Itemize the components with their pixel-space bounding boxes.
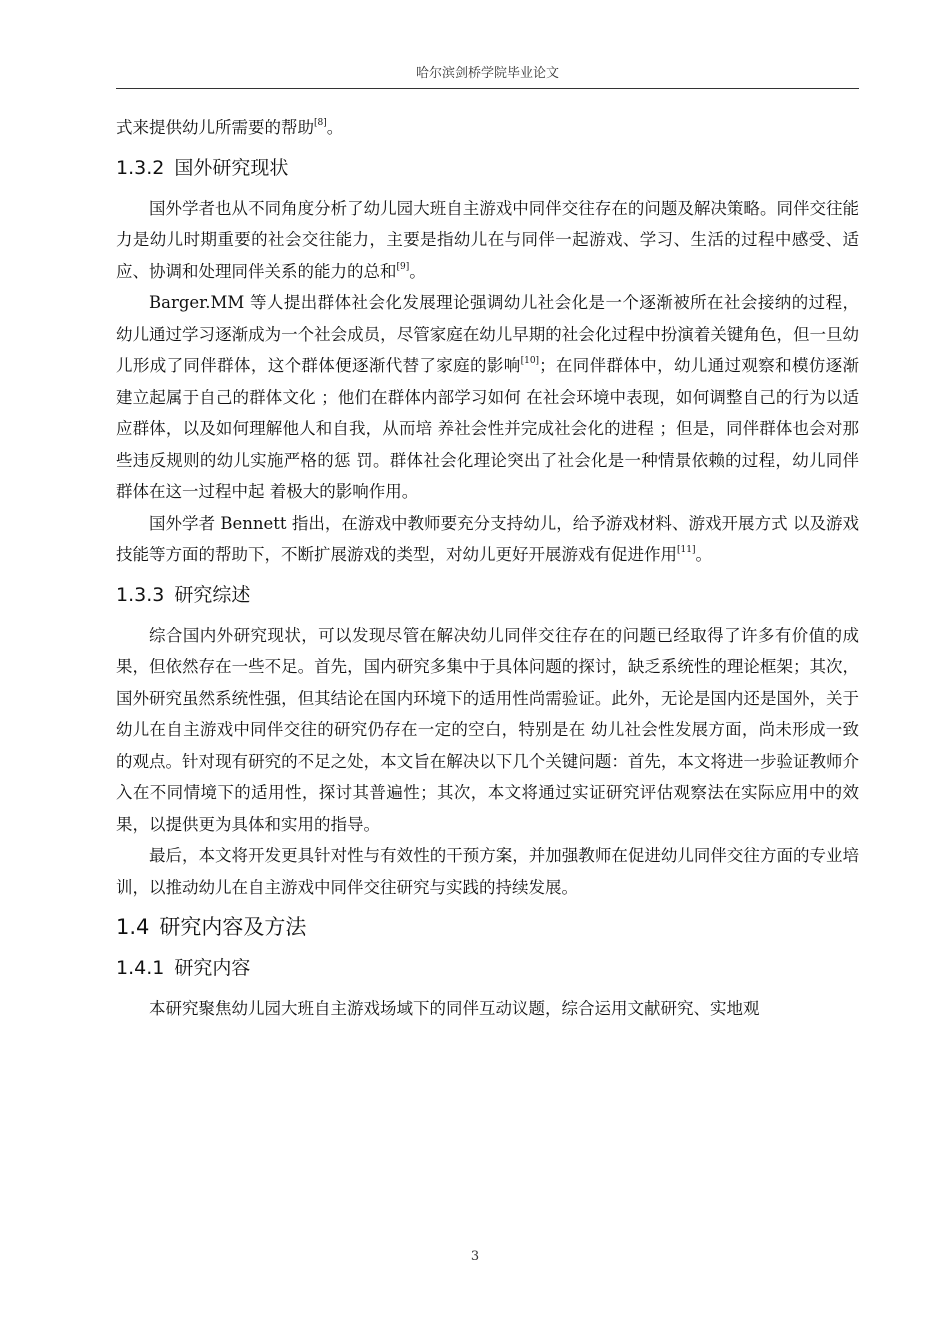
section-heading-1-4 [116, 911, 859, 943]
paragraph: 综合国内外研究现状，可以发现尽管在解决幼儿同伴交往存在的问题已经取得了许多有价值的成果，但依然存在一些不足。首先，国内研究多集中于具体问题的探讨，缺乏系统性的理论框架；其次，国外研究虽然系统性强，但其结论在国内环境下的适用性尚需验证。此外，无论是国内还是国外，关于幼儿在自主游戏中同伴交往的研究仍存在一定的空白，特别是在 幼儿社会性发展方面，尚未形成一致的观点。针对现有研究的不足之处，本文旨在解决以下几个关键问题：首先，本文将进一步验证教师介入在不同情境下的适用性，探讨其普遍性；其次，本文将通过实证研究评估观察法在实际应用中的效果，以提供更为具体和实用的指导。 [116, 625, 859, 834]
section-heading-1-4-1 [116, 953, 859, 983]
paragraph-continuation: 式来提供幼儿所需要的帮助[8]。 [116, 118, 344, 137]
citation: [10] [520, 356, 540, 366]
section-title: 研究综述 [174, 583, 251, 606]
section-title: 国外研究现状 [174, 156, 289, 179]
paragraph: 国外学者 Bennett 指出，在游戏中教师要充分支持幼儿，给予游戏材料、游戏开展方式 以及游戏技能等方面的帮助下，不断扩展游戏的类型，对幼儿更好开展游戏有促进作用[11]。 [116, 513, 859, 564]
section-number: 1.3.3 [116, 583, 165, 606]
section-heading-1-3-3 [116, 580, 859, 610]
citation: [9] [396, 261, 410, 272]
section-title: 研究内容及方法 [159, 915, 307, 939]
page-header [116, 62, 859, 89]
section-title: 研究内容 [174, 957, 251, 979]
paragraph: 最后，本文将开发更具针对性与有效性的干预方案，并加强教师在促进幼儿同伴交往方面的专业培训，以推动幼儿在自主游戏中同伴交往研究与实践的持续发展。 [116, 846, 859, 897]
section-number: 1.4 [116, 915, 150, 939]
section-heading-1-3-2 [116, 153, 859, 183]
header-title: 哈尔滨剑桥学院毕业论文 [415, 66, 559, 81]
page-number: 3 [470, 1249, 480, 1264]
paragraph: 国外学者也从不同角度分析了幼儿园大班自主游戏中同伴交往存在的问题及解决策略。同伴交往能力是幼儿时期重要的社会交往能力，主要是指幼儿在与同伴一起游戏、学习、生活的过程中感受、适应、协调和处理同伴关系的能力的总和[9]。 [116, 198, 859, 281]
paragraph: 本研究聚焦幼儿园大班自主游戏场域下的同伴互动议题，综合运用文献研究、实地观 [149, 999, 760, 1018]
citation: [11] [677, 545, 696, 555]
paragraph: Barger.MM 等人提出群体社会化发展理论强调幼儿社会化是一个逐渐被所在社会接纳的过程，幼儿通过学习逐渐成为一个社会成员，尽管家庭在幼儿早期的社会化过程中扮演着关键角色，但一旦幼儿形成了同伴群体，这个群体便逐渐代替了家庭的影响[10]；在同伴群体中，幼儿通过观察和模仿逐渐建立起属于自己的群体文化 ；他们在群体内部学习如何 在社会环境中表现，如何调整自己的行为以适应群体，以及如何理解他人和自我，从而培 养社会性并完成社会化的进程 ；但是，同伴群体也会对那些违反规则的幼儿实施严格的惩 罚。群体社会化理论突出了社会化是一种情景依赖的过程，幼儿同伴群体在这一过程中起 着极大的影响作用。 [116, 293, 860, 501]
section-number: 1.3.2 [116, 156, 165, 179]
page-body [116, 112, 859, 1025]
citation: [8] [314, 118, 327, 128]
section-number: 1.4.1 [116, 957, 165, 979]
